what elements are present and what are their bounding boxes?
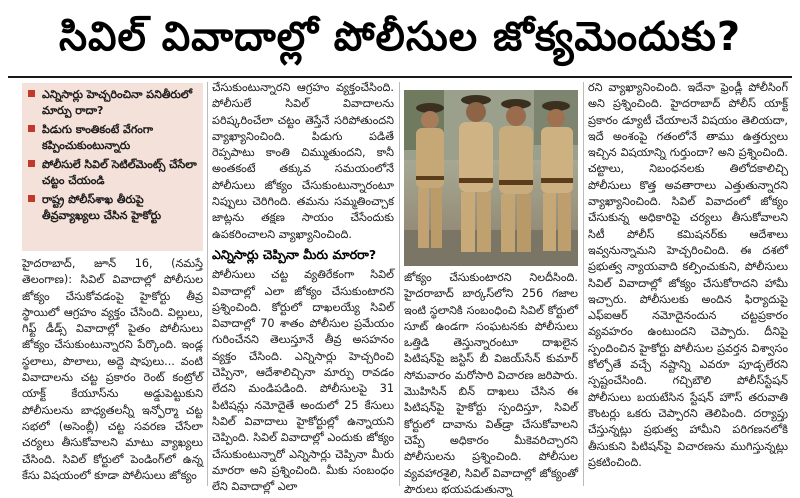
bullet-square-icon	[28, 125, 35, 132]
summary-text: పోలీసులే సివిల్ సెటిల్‌మెంట్స్ చేసేలా చట్టం చేయండి	[42, 158, 197, 187]
column-divider	[399, 82, 400, 486]
summary-item	[28, 87, 197, 118]
summary-text: పిడుగు కాంతికంటే వేగంగా కప్పించుకుంటున్నారు	[42, 123, 153, 152]
summary-text: ఎన్నిసార్లు హెచ్చరించినా పనితీరులో మార్పు రాదా?	[42, 88, 193, 117]
article-column-2	[212, 80, 394, 494]
summary-box	[22, 83, 203, 251]
article-column-3	[404, 270, 578, 496]
column-2-text-b: పోలీసులు చట్ట వ్యతిరేకంగా సివిల్ వివాదాల్లో ఎలా జోక్యం చేసుకుంటారని ప్రశ్నించింది. కోర్టులో దాఖలయ్యే సివిల్ వివాదాల్లో 70 శాతం పోలీసుల ప్రమేయం గురించేనని తెలుస్తూనే తీవ్ర అసహనం వ్యక్తం చేసింది. ఎన్నిసార్లు హెచ్చరించి చెప్పినా, ఆదేశాలిచ్చినా మార్పు రావడం లేదని మండిపడింది. పోలీసులపై 31 పిటిషన్లు నమోదైతే అందులో 25 కేసులు సివిల్ వివాదాలు హైకోర్టుల్లో ఉన్నాయని చెప్పింది. సివిల్ వివాదాల్లో ఎందుకు జోక్యం చేసుకుంటున్నారో ఎన్నిసార్లు చెప్పినా మీరు మారరా అని ప్రశ్నించింది. మీకు సంబంధం లేని వివాదాల్లో ఎలా	[212, 268, 394, 494]
headline-rule	[8, 76, 792, 78]
bullet-square-icon	[28, 90, 35, 97]
police-officers-illustration	[404, 90, 578, 266]
bullet-square-icon	[28, 160, 35, 167]
column-2-text-a: చేసుకుంటున్నారని ఆగ్రహం వ్యక్తంచేసింది. పోలీసులే సివిల్ వివాదాలను పరిష్కరించేలా చట్టం తెస్తేనే సరిపోతుందని వ్యాఖ్యానించింది. పిడుగు పడితే రెప్పపాటు కాంతి చిమ్ముతుందని, కానీ అంతకంటే తక్కువ సమయంలోనే పోలీసులు జోక్యం చేసుకుంటున్నారంటూ నిప్పులు చెరిగింది. తమను సమ్మతించ్చాక జాట్లను తక్షణ సాయం చేసేందుకు ఉపకరించాలని వ్యాఖ్యానించింది.	[212, 81, 394, 241]
summary-text: రాష్ట్ర పోలీస్‌శాఖ తీరుపై తీవ్రవ్యాఖ్యలు చేసిన హైకోర్టు	[42, 193, 162, 222]
article-column-1	[22, 256, 203, 490]
summary-item	[28, 192, 197, 223]
headline: సివిల్ వివాదాల్లో పోలీసుల జోక్యమెందుకు?	[58, 14, 742, 60]
column-1-text: హైదరాబాద్, జూన్ 16, (నమస్తే తెలంగాణ): సివిల్ వివాదాల్లో పోలీసుల జోక్యం చేసుకోవడంపై హైకోర్టు తీవ్ర స్థాయిలో ఆగ్రహం వ్యక్తం చేసింది. విల్లులు, గిఫ్ట్ డీడ్స్ వివాదాల్లో పైతం పోలీసులు జోక్యం చేసుకుంటున్నారని పేర్కొంది. ఇండ్ల స్థలాలు, పొలాలు, అద్దె షాపులు... వంటి వివాదాలను చట్ట ప్రకారం రెంట్ కంట్రోల్ యాక్ట్ కేయూస్‌ను అడ్డుపెట్టుకుని పోలీసులను బాధ్యతలన్నీ ఇన్ఫోర్మా చట్ట సభలో (అసెంబ్లీ) చట్ట సవరణ చేసేలా చర్యలు తీసుకోవాలని మాటు వ్యాఖ్యలు చేసింది. సివిల్ కోర్టులో పెండింగ్‌లో ఉన్న కేసు విషయంలో కూడా పోలీసులు జోక్యం	[22, 257, 203, 482]
bullet-square-icon	[28, 195, 35, 202]
police-officers-photo	[404, 90, 578, 266]
summary-item	[28, 157, 197, 188]
column-4-text: రని వ్యాఖ్యానించింది. ఇదేనా ఫ్రెండ్లీ పోలీసింగ్ అని ప్రశ్నించింది. హైదరాబాద్ పోలీస్ యాక్ట్ ప్రకారం డ్యూటీ చేయాలనే విషయం తెలియదా, ఇదే అంశంపై గతంలోనే తాము ఉత్తర్వులు ఇచ్చిన విషయాన్ని గుర్తుందా? అని ప్రశ్నించింది. చట్టాలు, నిబంధనలకు తిలోదకాలిచ్చి పోలీసులు కొత్త అవతారాలు ఎత్తుతున్నారని వ్యాఖ్యానించింది. సివిల్ వివాదంలో జోక్యం చేసుకున్న అధికారిపై చర్యలు తీసుకోవాలని సిటీ పోలీస్ కమిషనర్‌కు ఆదేశాలు ఇవ్వనున్నామని హెచ్చరించింది. ఈ దశలో ప్రభుత్వ న్యాయవాది కల్పించుకుని, పోలీసులు సివిల్ వివాదాల్లో జోక్యం చేసుకోరాదని హామీ ఇచ్చారు. పోలీసులకు అందిన ఫిర్యాదుపై ఎఫ్ఐఆర్ నమోదైనందున చట్టప్రకారం వ్యవహరం ఉంటుందని చెప్పారు. దీనిపై స్పందించిన హైకోర్టు పోలీసుల ప్రవర్తన విశ్వాసం కోల్పోతే వచ్చే నష్టాన్ని ఎవరూ పూడ్చలేరని స్పష్టంచేసింది. గచ్చిబౌలి పోలీస్‌స్టేషన్ పోలీసులు బయటేసిన స్టేషన్ హౌస్ తరువాతి కౌంటర్లు ఒకరు చెప్పారని తెలిపింది. దర్యాప్తు చేస్తున్నట్లు ప్రభుత్వ హామీని పరిగణనలోకి తీసుకుని పిటిషన్‌పై విచారణను ముగిస్తున్నట్లు ప్రకటించింది.	[588, 81, 788, 469]
column-divider	[583, 82, 584, 486]
summary-item	[28, 122, 197, 153]
column-2-subhead: ఎన్నిసార్లు చెప్పినా మీరు మారరా?	[212, 246, 377, 262]
column-divider	[207, 82, 208, 486]
column-3-text: జోక్యం చేసుకుంటారని నిలదీసింది. హైదరాబాద్ బార్కస్‌లోని 256 గజాల ఇంటి స్థలానికి సంబంధించి సివిల్ కోర్టులో సూట్ ఉండగా సంఘటనకు పోలీసులు ఒత్తిడి తెస్తున్నారంటూ దాఖలైన పిటిషన్‌పై జస్టిస్ బీ విజయ్‌సేన్ కుమార్ సోమవారం మరోసారి విచారణ జరిపారు. మొహిసిన్ బిన్ దాఖలు చేసిన ఈ పిటిషన్‌పై హైకోర్టు స్పందిస్తూ, సివిల్ కోర్టులో దావాను విత్‌డ్రా చేసుకోవాలని చెప్పే అధికారం మీకెవరిచ్చారని పోలీసులను ప్రశ్నించింది. పోలీసుల వ్యవహారశైలి, సివిల్ వివాదాల్లో జోక్యంతో పౌరులు భయపడుతున్నా	[404, 271, 578, 496]
article-column-4	[588, 80, 788, 488]
